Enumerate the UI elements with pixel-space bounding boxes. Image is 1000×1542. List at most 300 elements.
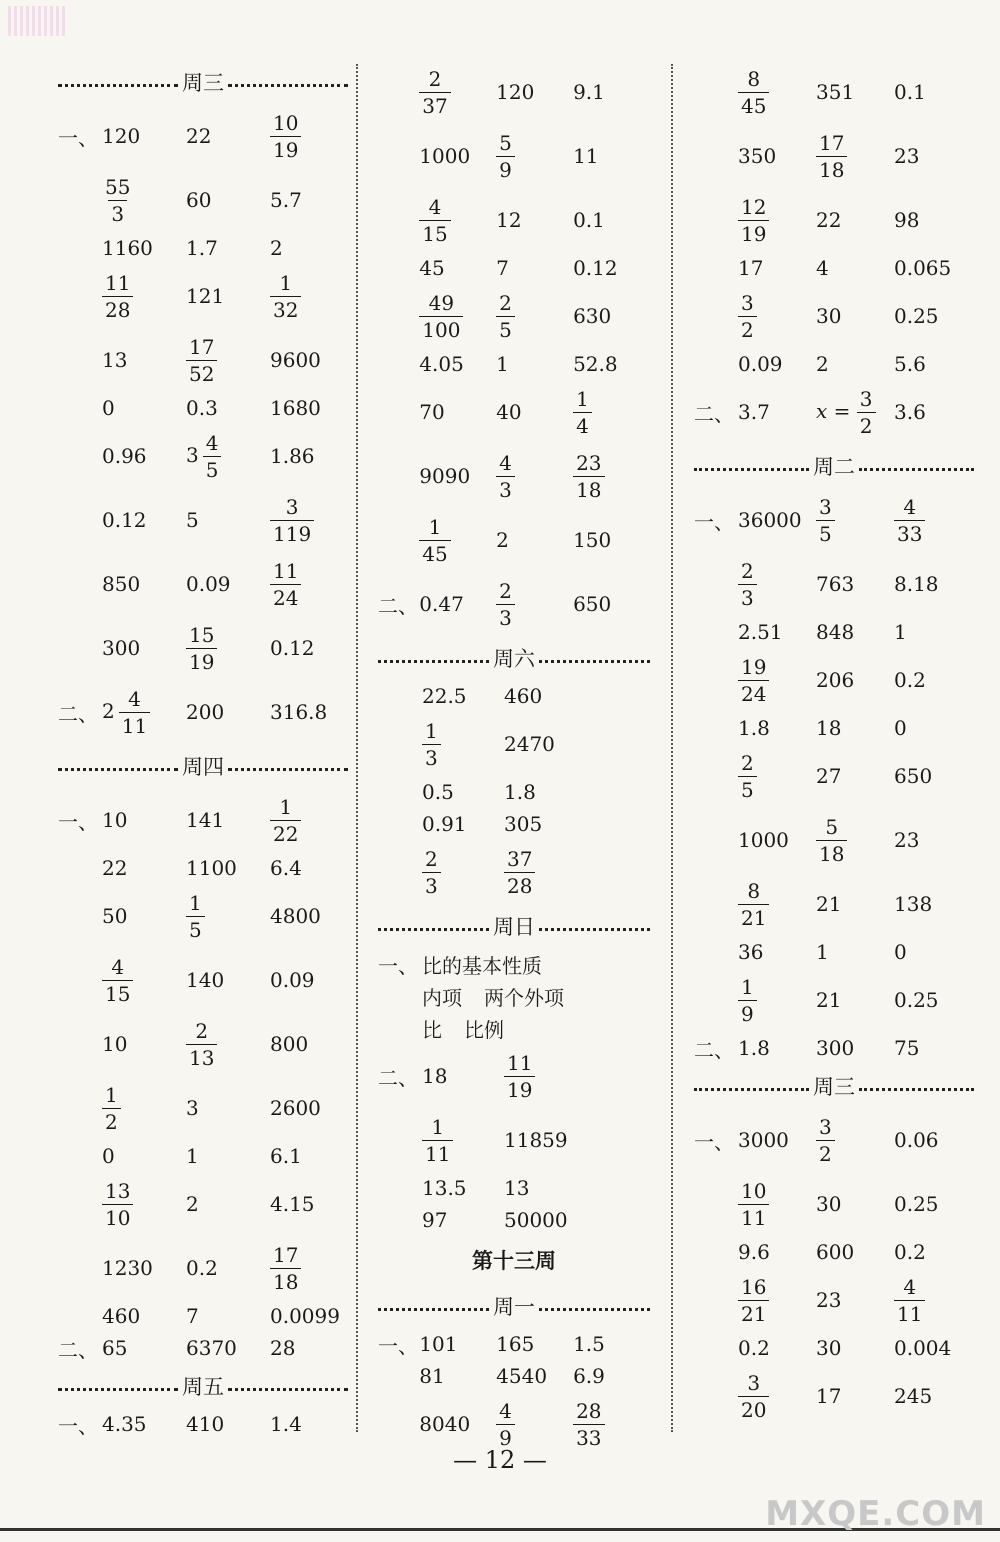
answer-value: 600 [816, 1240, 855, 1264]
answer-value: 0.09 [186, 572, 231, 596]
answer-value: 1160 [102, 236, 153, 260]
dotted-rule [378, 1308, 489, 1311]
answer-text: 内项 [422, 985, 462, 1010]
answer-value: 1.4 [270, 1412, 302, 1436]
answer-value: 45 [419, 256, 445, 280]
denominator: 24 [738, 680, 769, 704]
denominator: 119 [270, 520, 314, 544]
answer-value: 4540 [496, 1364, 548, 1388]
answer-value: 8.18 [894, 572, 939, 596]
answer-column-3 [694, 60, 974, 1428]
fraction [738, 878, 769, 930]
answer-row [694, 648, 974, 712]
answer-value [186, 622, 270, 674]
answer-value: 65 [102, 1336, 128, 1360]
answer-row [378, 808, 650, 840]
fraction [419, 66, 450, 118]
answer-value: 1000 [419, 144, 471, 168]
answer-value: 848 [816, 620, 855, 644]
answer-row [694, 380, 974, 444]
text-answer-row [378, 1012, 650, 1044]
answer-row [58, 392, 348, 424]
fraction [102, 1178, 133, 1230]
numerator: 4 [428, 194, 442, 219]
numerator: 10 [273, 110, 299, 135]
answer-value: x = $\frac{3}{2}$ [816, 389, 894, 436]
answer-value: 0.06 [894, 1128, 939, 1152]
answer-value: 140 [186, 968, 225, 992]
answer-row [58, 1236, 348, 1300]
answer-value: 22.5 [422, 684, 467, 708]
answer-value: 630 [573, 304, 612, 328]
denominator: 19 [504, 1076, 535, 1100]
denominator: 5 [816, 520, 835, 544]
day-title: 周二 [813, 455, 855, 479]
answer-row [378, 1328, 650, 1360]
answer-value: 18 [816, 716, 842, 740]
fraction [738, 194, 769, 246]
denominator: 45 [419, 540, 450, 564]
answer-value: 4.05 [419, 352, 464, 376]
column-divider [356, 64, 358, 1432]
answer-value [419, 194, 496, 246]
answer-value: 0.12 [102, 508, 147, 532]
answer-value: 23 [894, 828, 920, 852]
answer-value [496, 130, 573, 182]
denominator: 20 [738, 1396, 769, 1420]
answer-value [422, 1114, 504, 1166]
denominator: 10 [102, 1204, 133, 1228]
answer-value: 97 [422, 1208, 448, 1232]
answer-value: 12 [496, 208, 522, 232]
fraction [270, 558, 301, 610]
denominator: 3 [108, 200, 127, 224]
answer-row [58, 1172, 348, 1236]
answer-value: 3000 [738, 1128, 789, 1152]
answer-value: 150 [573, 528, 612, 552]
fraction [270, 270, 301, 322]
answer-value [270, 1242, 301, 1294]
answer-value: 6370 [186, 1336, 237, 1360]
day-header [694, 444, 974, 488]
denominator: 9 [738, 1000, 757, 1024]
denominator: 5 [738, 776, 757, 800]
numerator: 1 [279, 794, 293, 819]
fraction [496, 578, 515, 630]
dotted-rule [228, 84, 348, 87]
denominator: 18 [573, 476, 604, 500]
answer-value: 0.12 [270, 636, 315, 660]
fraction [573, 450, 604, 502]
day-title: 周三 [182, 71, 224, 95]
answer-value: 75 [894, 1036, 920, 1060]
day-title: 周四 [182, 755, 224, 779]
numerator: 17 [189, 334, 215, 359]
answer-value [816, 494, 894, 546]
numerator: 16 [741, 1274, 767, 1299]
answer-value: 27 [816, 764, 842, 788]
numerator: 55 [105, 174, 131, 199]
denominator: 3 [422, 744, 441, 768]
denominator: 45 [738, 92, 769, 116]
fraction [496, 290, 515, 342]
answer-value: 13.5 [422, 1176, 467, 1200]
answer-value [186, 890, 270, 942]
answer-value [738, 1370, 816, 1422]
answer-value: 101 [419, 1332, 458, 1356]
watermark: MXQE.COM [765, 1494, 986, 1534]
answer-value: 28 [270, 1336, 296, 1360]
answer-row [58, 264, 348, 328]
answer-row [58, 488, 348, 552]
answer-value: 2 [270, 236, 283, 260]
part-label: 二、 [58, 701, 98, 726]
numerator: 28 [576, 1398, 602, 1423]
answer-value: 21 [816, 892, 842, 916]
answer-value: 245 [894, 1384, 933, 1408]
text-answer-row [378, 980, 650, 1012]
answer-value: 300 [816, 1036, 855, 1060]
answer-value: 30 [816, 1336, 842, 1360]
answer-value: 4 [816, 256, 829, 280]
answer-value: 120 [102, 124, 141, 148]
answer-value [738, 290, 816, 342]
answer-row [378, 252, 650, 284]
fraction [270, 110, 301, 162]
fraction [738, 1178, 769, 1230]
day-title: 周五 [182, 1375, 224, 1399]
answer-row [58, 104, 348, 168]
answer-value: 650 [894, 764, 933, 788]
answer-row [58, 1140, 348, 1172]
answer-row [58, 616, 348, 680]
fraction [496, 130, 515, 182]
answer-value [496, 1398, 573, 1450]
fraction [186, 622, 217, 674]
answer-value [573, 386, 650, 438]
answer-row [694, 252, 974, 284]
fraction [504, 846, 535, 898]
part-label: 一、 [694, 509, 734, 534]
answer-value: 9.6 [738, 1240, 770, 1264]
fraction [419, 514, 450, 566]
fraction [738, 654, 769, 706]
answer-row [694, 60, 974, 124]
answer-value [270, 494, 314, 546]
answer-value [573, 450, 650, 502]
answer-row [694, 124, 974, 188]
answer-row [58, 168, 348, 232]
numerator: 2 [499, 578, 512, 603]
numerator: 3 [819, 494, 832, 519]
answer-value [422, 846, 504, 898]
answer-row [58, 788, 348, 852]
numerator: 49 [428, 290, 455, 315]
denominator: 4 [573, 412, 592, 436]
answer-value: 50000 [504, 1208, 568, 1232]
answer-value: 2600 [270, 1096, 321, 1120]
answer-value: 0.12 [573, 256, 618, 280]
answer-row [378, 1360, 650, 1392]
answer-value: 2 [816, 352, 829, 376]
answer-value: 1 [816, 940, 829, 964]
numerator: 2 [425, 846, 438, 871]
numerator: 4 [499, 450, 512, 475]
answer-text: 两个外项 [484, 985, 564, 1010]
page-number: — 12 — [453, 1446, 547, 1474]
answer-value: 8040 [419, 1412, 471, 1436]
denominator: 2 [102, 1108, 121, 1132]
answer-value [738, 654, 816, 706]
denominator: 33 [573, 1424, 604, 1448]
denominator: 22 [270, 820, 301, 844]
answer-value: 23 [816, 1288, 842, 1312]
answer-value: 1.8 [738, 716, 770, 740]
answer-value [496, 450, 573, 502]
dotted-rule [58, 768, 178, 771]
fraction [738, 290, 757, 342]
answer-row [378, 1204, 650, 1236]
answer-value: 7 [186, 1304, 199, 1328]
answer-row [58, 1012, 348, 1076]
answer-value: 10 [102, 808, 128, 832]
answer-row [58, 1300, 348, 1332]
numerator: 1 [105, 1082, 118, 1107]
answer-value: 2.51 [738, 620, 783, 644]
numerator: 19 [741, 654, 767, 679]
answer-value: 200 [186, 700, 225, 724]
answer-value: 1.8 [504, 780, 536, 804]
answer-value: 1 [894, 620, 907, 644]
denominator: 3 [496, 476, 515, 500]
answer-value: 0.3 [186, 396, 218, 420]
answer-row [694, 1032, 974, 1064]
answer-value: 0.47 [419, 592, 464, 616]
answer-value [496, 290, 573, 342]
answer-value: 0 [894, 716, 907, 740]
numerator: 8 [747, 66, 761, 91]
dotted-rule [859, 1088, 974, 1091]
dotted-rule [378, 928, 489, 931]
answer-row [694, 936, 974, 968]
denominator: 3 [738, 584, 757, 608]
fraction [102, 174, 133, 226]
answer-text: 比例 [464, 1017, 504, 1042]
answer-value: 165 [496, 1332, 535, 1356]
answer-value [894, 1274, 972, 1326]
answer-value: 6.9 [573, 1364, 605, 1388]
day-title: 周日 [493, 915, 535, 939]
answer-value: 0.96 [102, 444, 147, 468]
denominator: 28 [504, 872, 535, 896]
denominator: 37 [419, 92, 450, 116]
answer-value: 6.1 [270, 1144, 302, 1168]
answer-row [58, 1076, 348, 1140]
day-header [694, 1064, 974, 1108]
denominator: 33 [894, 520, 925, 544]
answer-value: 1 [496, 352, 509, 376]
denominator: 19 [270, 136, 301, 160]
part-label: 一、 [58, 809, 98, 834]
answer-row [378, 124, 650, 188]
answer-value: 13 [102, 348, 128, 372]
numerator: 11 [105, 270, 131, 295]
denominator: 15 [419, 220, 450, 244]
answer-value: 22 [102, 856, 128, 880]
answer-value [422, 718, 504, 770]
answer-row [58, 1408, 348, 1440]
answer-value: 9.1 [573, 80, 605, 104]
part-label: 二、 [694, 401, 734, 426]
answer-value: 70 [419, 400, 445, 424]
denominator: 100 [419, 316, 463, 340]
answer-value: 0 [102, 1144, 115, 1168]
fraction [419, 194, 450, 246]
part-label: 二、 [378, 1065, 418, 1090]
numerator: 5 [499, 130, 512, 155]
answer-value: 0.2 [894, 668, 926, 692]
denominator: 5 [496, 316, 515, 340]
part-label: 二、 [378, 593, 418, 618]
fraction [186, 1018, 217, 1070]
numerator: 5 [825, 814, 839, 839]
answer-row [378, 1108, 650, 1172]
answer-value: 2 [496, 528, 509, 552]
answer-value: 410 [186, 1412, 225, 1436]
answer-value: 4.15 [270, 1192, 315, 1216]
answer-value: 5 [186, 508, 199, 532]
fraction [422, 718, 441, 770]
answer-row [58, 680, 348, 744]
answer-row [694, 744, 974, 808]
answer-value: 0.2 [186, 1256, 218, 1280]
answer-value: 460 [504, 684, 543, 708]
numerator: 11 [507, 1050, 533, 1075]
numerator: 2 [428, 66, 442, 91]
answer-text: 比的基本性质 [422, 953, 542, 978]
answer-value: 2 [186, 1192, 199, 1216]
answer-row [694, 1108, 974, 1172]
answer-row [694, 616, 974, 648]
answer-value: 0.25 [894, 988, 939, 1012]
answer-value: 0.09 [738, 352, 783, 376]
answer-value: 3 [186, 1096, 199, 1120]
answer-row [378, 508, 650, 572]
fraction [203, 430, 222, 482]
answer-value: 1.86 [270, 444, 315, 468]
answer-value: 1680 [270, 396, 321, 420]
denominator: 21 [738, 904, 769, 928]
numerator: 4 [903, 1274, 917, 1299]
answer-row [58, 852, 348, 884]
fraction [186, 890, 205, 942]
answer-value [573, 1398, 650, 1450]
part-label: 二、 [58, 1337, 98, 1362]
answer-row [378, 60, 650, 124]
answer-value: 4.35 [102, 1412, 147, 1436]
answer-value [816, 814, 894, 866]
numerator: 17 [273, 1242, 299, 1267]
answer-value: 0.065 [894, 256, 952, 280]
answer-value: 0 [102, 396, 115, 420]
answer-value: 0.1 [894, 80, 926, 104]
numerator: 2 [741, 558, 754, 583]
column-divider [671, 64, 673, 1432]
answer-row [694, 712, 974, 744]
denominator: 3 [422, 872, 441, 896]
variable: x [816, 398, 828, 423]
answer-value: 5.6 [894, 352, 926, 376]
text-answer-row [378, 948, 650, 980]
dotted-rule [694, 468, 809, 471]
answer-row [378, 284, 650, 348]
answer-row [378, 1172, 650, 1204]
fraction [816, 1114, 835, 1166]
numerator: 8 [747, 878, 761, 903]
denominator: 28 [102, 296, 133, 320]
dotted-rule [58, 1388, 178, 1391]
denominator: 24 [270, 584, 301, 608]
answer-value: 316.8 [270, 700, 328, 724]
answer-value: 0.25 [894, 1192, 939, 1216]
day-title: 周一 [493, 1295, 535, 1319]
answer-value: 13 [504, 1176, 530, 1200]
denominator: 2 [857, 412, 876, 436]
answer-value: 9090 [419, 464, 471, 488]
answer-value: 138 [894, 892, 933, 916]
numerator: 1 [425, 718, 438, 743]
answer-row [694, 1268, 974, 1332]
dotted-rule [539, 1308, 650, 1311]
answer-row [694, 348, 974, 380]
answer-value: 4800 [270, 904, 321, 928]
denominator: 5 [186, 916, 205, 940]
answer-value: 206 [816, 668, 855, 692]
answer-value [186, 334, 270, 386]
answer-row [694, 808, 974, 872]
answer-value: 60 [186, 188, 212, 212]
denominator: 19 [738, 220, 769, 244]
answer-value: 1000 [738, 828, 789, 852]
answer-column-2 [378, 60, 650, 1456]
answer-value: 120 [496, 80, 535, 104]
answer-value [738, 878, 816, 930]
answer-value: 9600 [270, 348, 321, 372]
dotted-rule [228, 1388, 348, 1391]
answer-value: 6.4 [270, 856, 302, 880]
answer-value [419, 514, 496, 566]
answer-value: 0.004 [894, 1336, 952, 1360]
answer-value: 650 [573, 592, 612, 616]
answer-value: 98 [894, 208, 920, 232]
denominator: 18 [816, 840, 847, 864]
answer-row [694, 1332, 974, 1364]
answer-value: 0.91 [422, 812, 467, 836]
answer-value: 17 [738, 256, 764, 280]
fraction [738, 974, 757, 1026]
fraction [857, 386, 876, 438]
numerator: 4 [128, 686, 141, 711]
numerator: 23 [576, 450, 602, 475]
numerator: 13 [105, 1178, 131, 1203]
answer-row [378, 188, 650, 252]
answer-value: 5.7 [270, 188, 302, 212]
denominator: 18 [270, 1268, 301, 1292]
answer-value: 0.09 [270, 968, 315, 992]
answer-value: 1.8 [738, 1036, 770, 1060]
answer-value [738, 974, 816, 1026]
numerator: 1 [428, 514, 442, 539]
